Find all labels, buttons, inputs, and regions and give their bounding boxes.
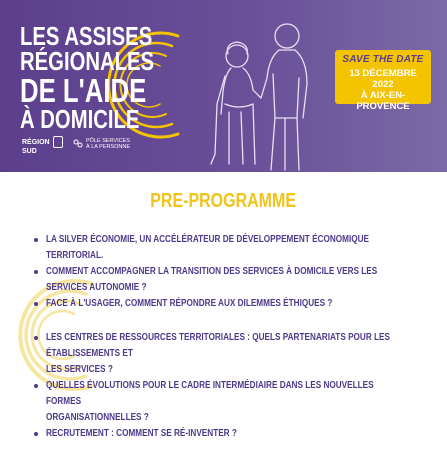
programme-item: FACE À L'USAGER, COMMENT RÉPONDRE AUX DILEMMES ÉTHIQUES ?: [34, 296, 414, 312]
pole-logo-line2: À LA PERSONNE: [86, 144, 131, 151]
bullet-icon: [34, 302, 38, 306]
region-logo-line1: RÉGION: [22, 138, 50, 146]
programme-item: COMMENT ACCOMPAGNER LA TRANSITION DES SERVICES À DOMICILE VERS LES SERVICES AUTONOMIE ?: [34, 264, 414, 296]
title-line-3: DE L'AIDE: [20, 71, 147, 109]
title-line-2: RÉGIONALES: [20, 46, 155, 77]
pole-logo-line1: PÔLE SERVICES: [86, 138, 130, 144]
bullet-icon: [34, 384, 38, 388]
bullet-icon: [34, 336, 38, 340]
title-line-1: LES ASSISES: [20, 21, 153, 51]
bullet-icon: [34, 238, 38, 242]
programme-item: QUELLES ÉVOLUTIONS POUR LE CADRE INTERMÉDIAIRE DANS LES NOUVELLES FORMES ORGANISATIONNELLES ?: [34, 378, 414, 426]
bullet-icon: [34, 270, 38, 274]
bullet-icon: [34, 432, 38, 436]
programme-item: LES CENTRES DE RESSOURCES TERRITORIALES : QUELS PARTENARIATS POUR LES ÉTABLISSEMENTS ET LES SERVICES ?: [34, 330, 414, 378]
programme-heading: PRE-PROGRAMME: [150, 190, 297, 212]
programme-item: RECRUTEMENT : COMMENT SE RÉ-INVENTER ?: [34, 426, 414, 442]
region-logo-line2: SUD: [22, 148, 37, 155]
event-place: À AIX-EN-PROVENCE: [356, 89, 410, 112]
save-the-date-label: SAVE THE DATE: [342, 54, 424, 65]
title-line-4: À DOMICILE: [20, 104, 140, 135]
programme-item: LA SILVER ÉCONOMIE, UN ACCÉLÉRATEUR DE DÉVELOPPEMENT ÉCONOMIQUE TERRITORIAL.: [34, 232, 414, 264]
event-date: 13 DÉCEMBRE 2022: [349, 68, 417, 90]
